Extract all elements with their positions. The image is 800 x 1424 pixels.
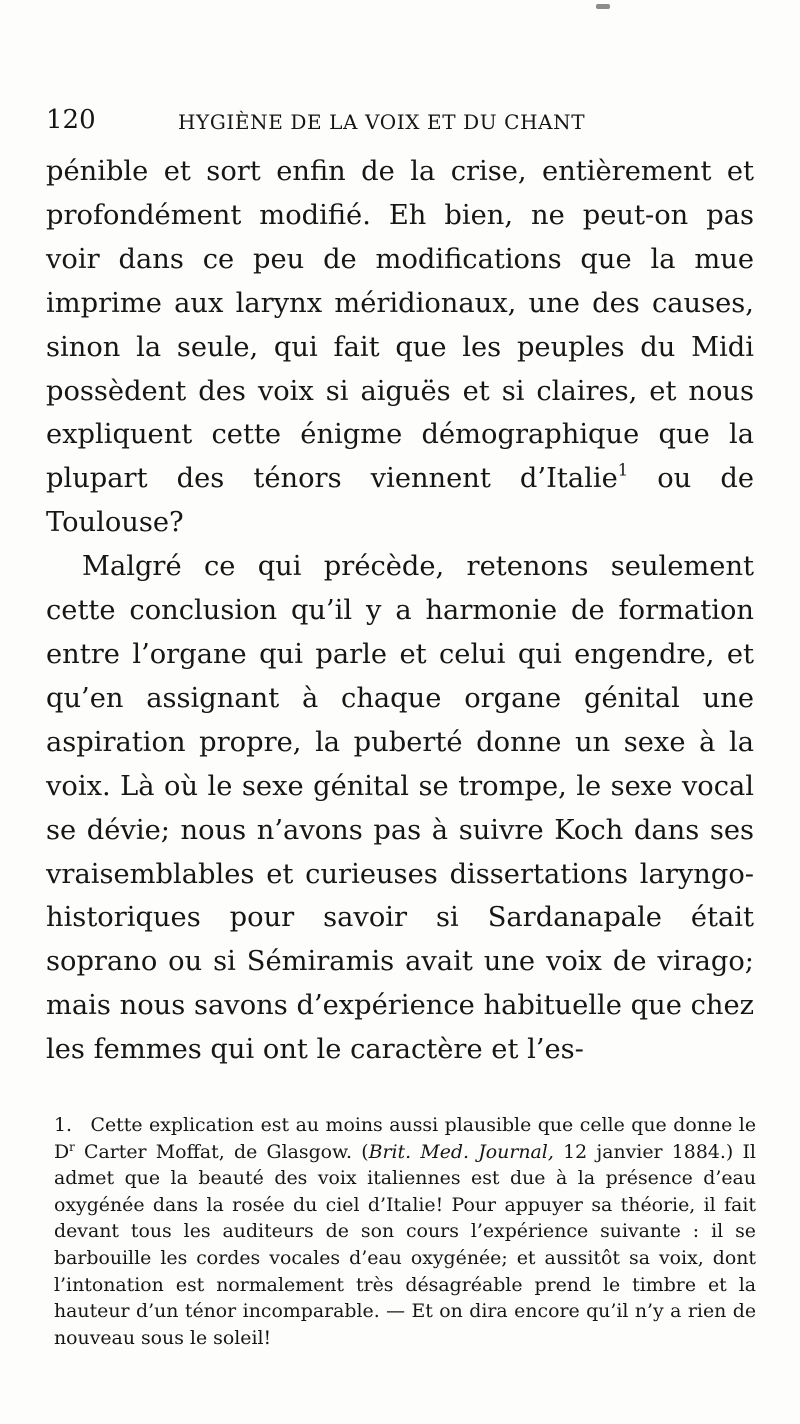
- footnote-journal: Brit. Med. Journal,: [368, 1140, 554, 1163]
- footnote-number: 1.: [54, 1114, 73, 1136]
- paragraph-1: [46, 150, 754, 545]
- footnote-superscript: r: [69, 1139, 75, 1154]
- running-head: HYGIÈNE DE LA VOIX ET DU CHANT: [178, 110, 586, 134]
- footnote-text-c: 12 janvier 1884.) Il admet que la beauté des voix italiennes est due à la présence d’eau oxygénée dans la rosée du ciel d’Italie! Pour appuyer sa théorie, il fait devant tous les auditeurs de son cours l’expérience suivante : il se barbouille les cordes vocales d’eau oxygénée; et aussitôt sa voix, dont l’intonation est normalement très désagréable prend le timbre et la hauteur d’un ténor incomparable. — Et on dira encore qu’il n’y a rien de nouveau sous le soleil!: [54, 1140, 756, 1349]
- page-header: [46, 103, 758, 139]
- paragraph-2: Malgré ce qui précède, retenons seulement cette conclusion qu’il y a harmonie de formation entre l’organe qui parle et celui qui engendre, et qu’en assignant à chaque organe génital une aspiration propre, la puberté donne un sexe à la voix. Là où le sexe génital se trompe, le sexe vocal se dévie; nous n’avons pas à suivre Koch dans ses vraisemblables et curieuses dissertations laryngo-historiques pour savoir si Sardanapale était soprano ou si Sémiramis avait une voix de virago; mais nous savons d’expérience habituelle que chez les femmes qui ont le caractère et l’es-: [46, 551, 754, 1066]
- body-text: [46, 150, 754, 1072]
- page-number: 120: [46, 105, 96, 135]
- footnote: [54, 1112, 756, 1351]
- paragraph-1-end: ou de Toulouse?: [46, 463, 754, 539]
- ink-speck: [596, 4, 610, 9]
- footnote-text-b: Carter Moffat, de Glasgow. (: [74, 1140, 369, 1163]
- paragraph-1-text: pénible et sort enfin de la crise, entièrement et profondément modifié. Eh bien, ne peut-on pas voir dans ce peu de modifications que la mue imprime aux larynx méridionaux, une des causes, sinon la seule, qui fait que les peuples du Midi possèdent des voix si aiguës et si claires, et nous expliquent cette énigme démographique que la plupart des ténors viennent d’Italie: [46, 156, 754, 495]
- footnote-reference: 1: [617, 460, 629, 480]
- footnote-text-a: Cette explication est au moins aussi plausible que celle que donne le D: [54, 1114, 756, 1163]
